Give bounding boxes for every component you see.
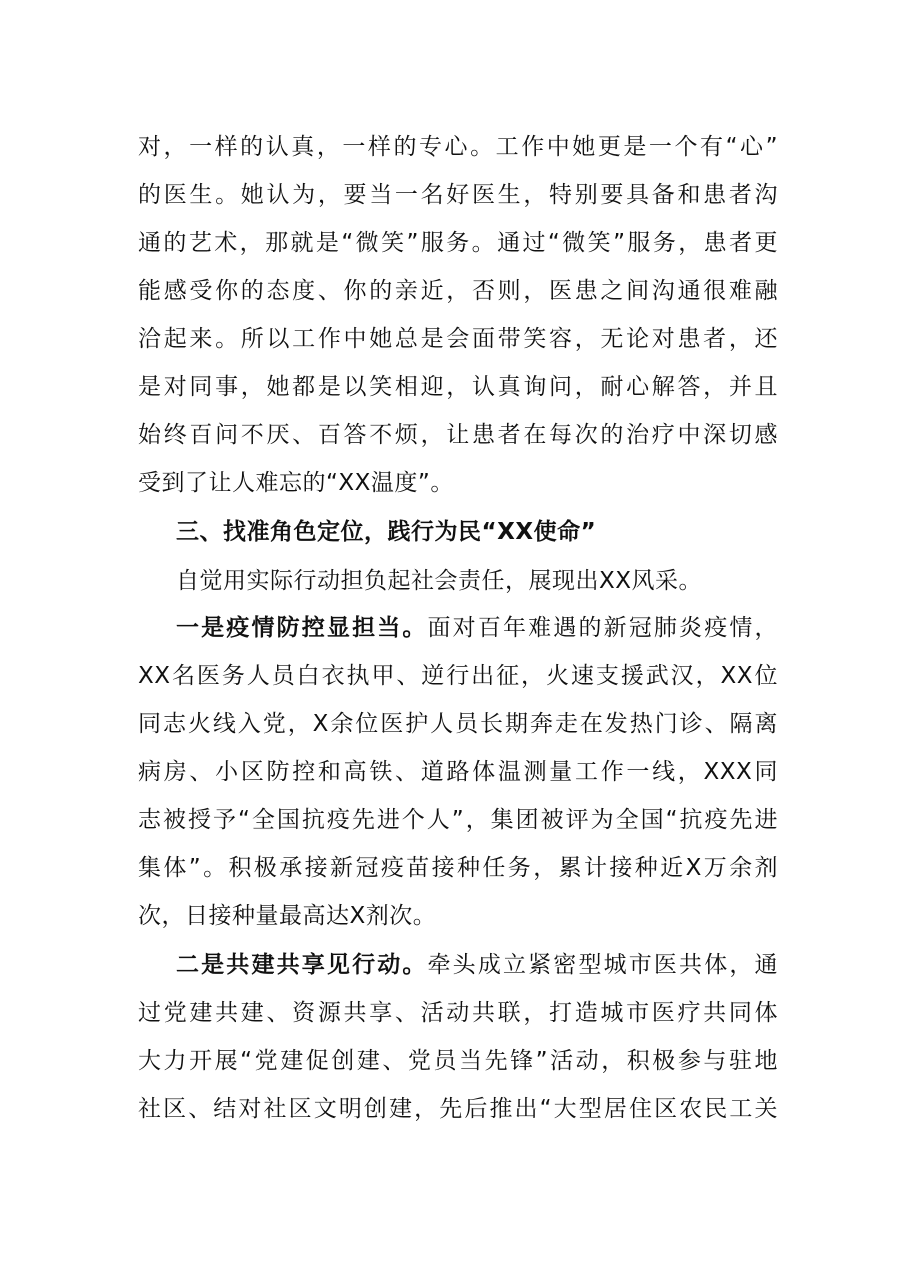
paragraph-line: 病房、小区防控和高铁、道路体温测量工作一线，XXX同 [138,759,778,785]
paragraph-line: 的医生。她认为，要当一名好医生，特别要具备和患者沟 [138,182,778,208]
paragraph-line: 集体”。积极承接新冠疫苗接种任务，累计接种近X万余剂 [138,855,778,881]
paragraph-line: 次，日接种量最高达X剂次。 [138,903,437,929]
paragraph-line: 洽起来。所以工作中她总是会面带笑容，无论对患者，还 [138,326,778,352]
item1-first-rest: 面对百年难遇的新冠肺炎疫情， [427,615,779,641]
paragraph-line: 始终百问不厌、百答不烦，让患者在每次的治疗中深切感 [138,422,778,448]
paragraph-line: 大力开展“党建促创建、党员当先锋”活动，积极参与驻地 [138,1048,778,1074]
paragraph-line: 能感受你的态度、你的亲近，否则，医患之间沟通很难融 [138,278,778,304]
paragraph-line: 受到了让人难忘的“XX温度”。 [138,470,454,496]
paragraph-line: 社区、结对社区文明创建，先后推出“大型居住区农民工关 [138,1096,778,1122]
paragraph-line: 是对同事，她都是以笑相迎，认真询问，耐心解答，并且 [138,374,778,400]
paragraph-line: 对，一样的认真，一样的专心。工作中她更是一个有“心” [138,134,778,160]
item1-first-line [176,613,778,643]
paragraph-line: 同志火线入党，X余位医护人员长期奔走在发热门诊、隔离 [138,711,778,737]
intro-line: 自觉用实际行动担负起社会责任，展现出XX风采。 [176,568,703,594]
item2-lead: 二是共建共享见行动。 [176,952,428,978]
paragraph-line: 志被授予“全国抗疫先进个人”，集团被评为全国“抗疫先进 [138,807,778,833]
paragraph-line: XX名医务人员白衣执甲、逆行出征，火速支援武汉，XX位 [138,663,778,689]
paragraph-line: 过党建共建、资源共享、活动共联，打造城市医疗共同体 [138,1000,778,1026]
item2-first-line [176,950,778,980]
paragraph-line: 通的艺术，那就是“微笑”服务。通过“微笑”服务，患者更 [138,230,778,256]
item1-lead: 一是疫情防控显担当。 [176,615,428,641]
section-heading: 三、找准角色定位，践行为民“XX使命” [176,519,597,545]
item2-first-rest: 牵头成立紧密型城市医共体，通 [427,952,779,978]
